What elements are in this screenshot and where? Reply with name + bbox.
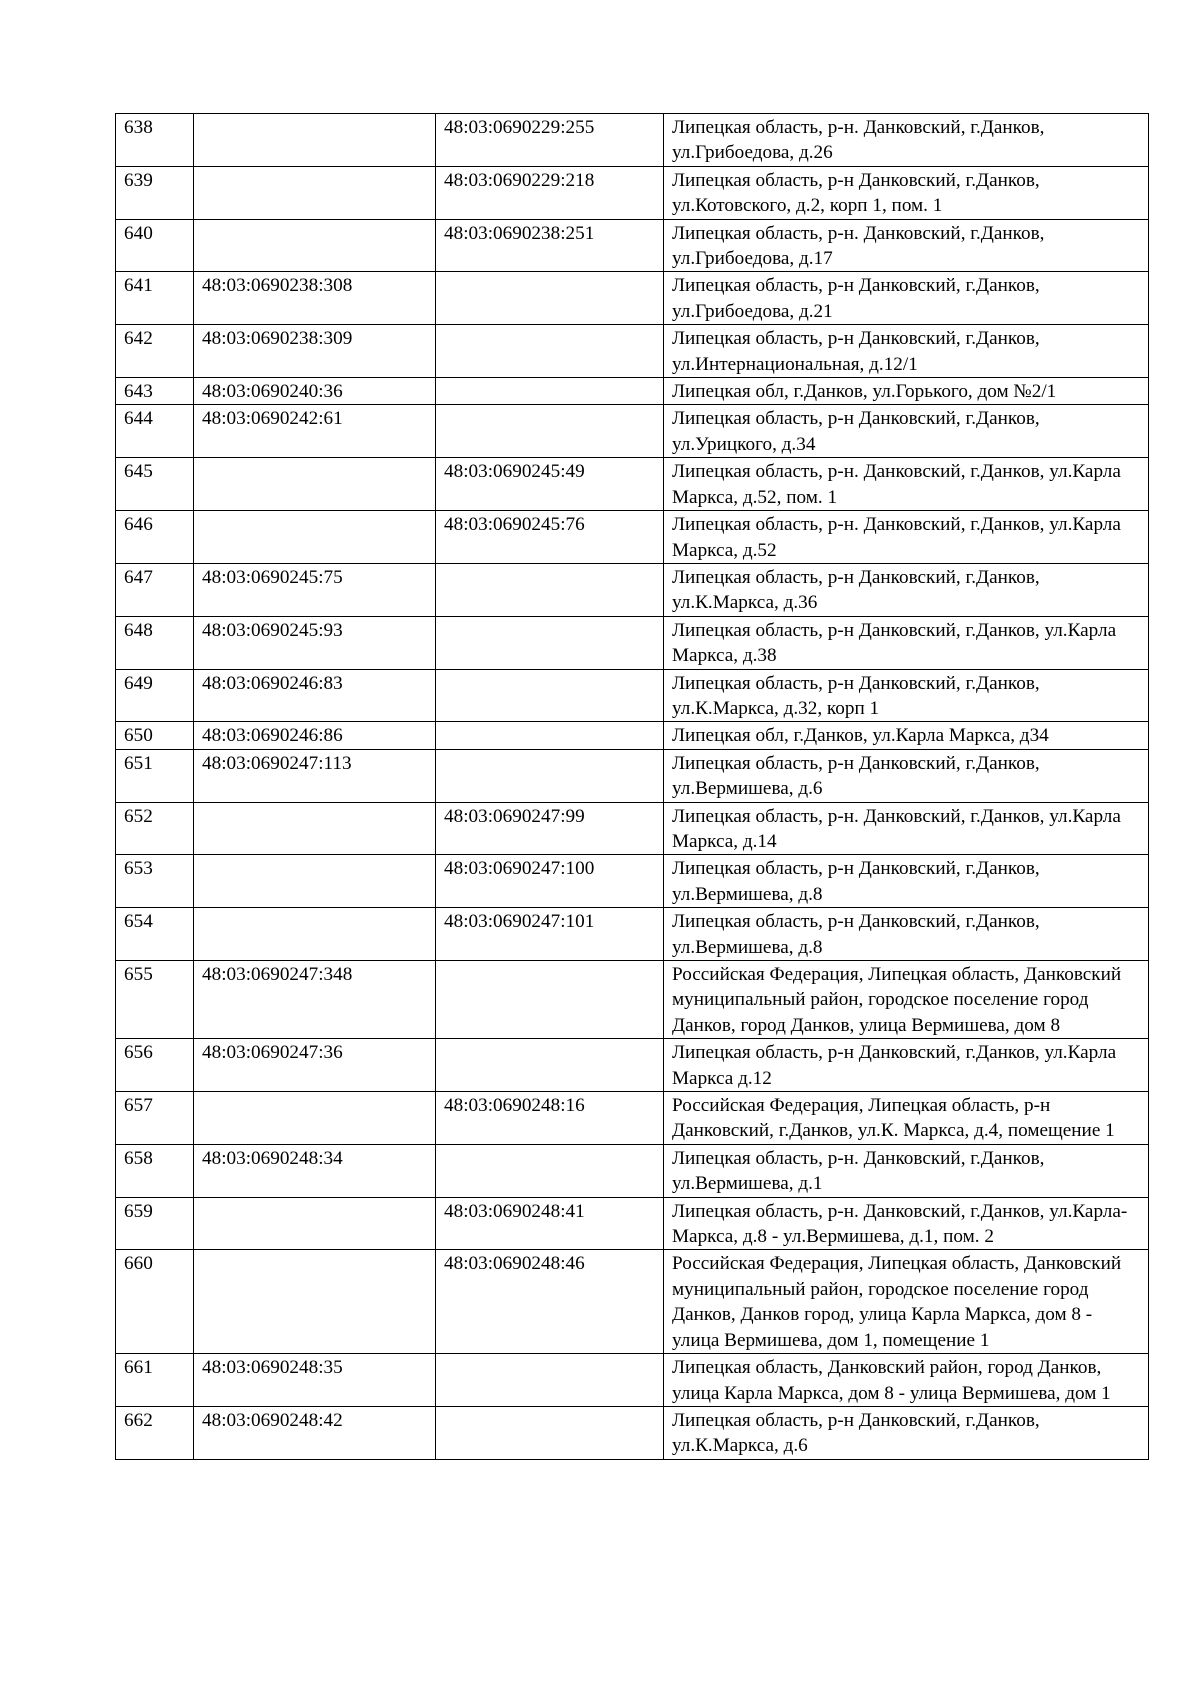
row-number-cell: 644 (116, 405, 194, 458)
table-row (116, 908, 1149, 961)
address-cell: Липецкая область, р-н. Данковский, г.Данков, ул.Карла Маркса, д.52 (664, 511, 1149, 564)
land-cadastral-number-cell (194, 1092, 436, 1145)
table-row (116, 511, 1149, 564)
land-cadastral-number-cell (194, 802, 436, 855)
building-cadastral-number-cell: 48:03:0690238:251 (436, 219, 664, 272)
building-cadastral-number-cell: 48:03:0690248:41 (436, 1197, 664, 1250)
row-number-cell: 657 (116, 1092, 194, 1145)
table-row (116, 669, 1149, 722)
building-cadastral-number-cell: 48:03:0690229:255 (436, 114, 664, 167)
table-row (116, 1144, 1149, 1197)
address-cell: Липецкая область, р-н Данковский, г.Данков, ул.Урицкого, д.34 (664, 405, 1149, 458)
land-cadastral-number-cell: 48:03:0690242:61 (194, 405, 436, 458)
building-cadastral-number-cell: 48:03:0690247:100 (436, 855, 664, 908)
row-number-cell: 645 (116, 458, 194, 511)
row-number-cell: 650 (116, 722, 194, 749)
address-cell: Липецкая область, р-н. Данковский, г.Данков, ул.Карла Маркса, д.52, пом. 1 (664, 458, 1149, 511)
building-cadastral-number-cell (436, 1039, 664, 1092)
row-number-cell: 642 (116, 325, 194, 378)
address-cell: Липецкая область, р-н Данковский, г.Данков, ул.Карла Маркса д.12 (664, 1039, 1149, 1092)
table-row (116, 1250, 1149, 1354)
land-cadastral-number-cell (194, 458, 436, 511)
building-cadastral-number-cell (436, 749, 664, 802)
table-row (116, 616, 1149, 669)
land-cadastral-number-cell (194, 1250, 436, 1354)
table-row (116, 405, 1149, 458)
row-number-cell: 660 (116, 1250, 194, 1354)
table-row (116, 1354, 1149, 1407)
building-cadastral-number-cell (436, 616, 664, 669)
address-cell: Липецкая область, Данковский район, город Данков, улица Карла Маркса, дом 8 - улица Вермишева, дом 1 (664, 1354, 1149, 1407)
row-number-cell: 659 (116, 1197, 194, 1250)
building-cadastral-number-cell (436, 961, 664, 1039)
building-cadastral-number-cell (436, 669, 664, 722)
table-row (116, 325, 1149, 378)
table-row (116, 166, 1149, 219)
address-cell: Липецкая область, р-н. Данковский, г.Данков, ул.Грибоедова, д.26 (664, 114, 1149, 167)
row-number-cell: 647 (116, 563, 194, 616)
land-cadastral-number-cell: 48:03:0690247:113 (194, 749, 436, 802)
building-cadastral-number-cell (436, 1144, 664, 1197)
land-cadastral-number-cell: 48:03:0690245:75 (194, 563, 436, 616)
row-number-cell: 648 (116, 616, 194, 669)
table-row (116, 749, 1149, 802)
registry-table-body (116, 114, 1149, 1460)
building-cadastral-number-cell (436, 1354, 664, 1407)
table-row (116, 272, 1149, 325)
table-row (116, 458, 1149, 511)
address-cell: Липецкая область, р-н Данковский, г.Данков, ул.Вермишева, д.6 (664, 749, 1149, 802)
row-number-cell: 653 (116, 855, 194, 908)
address-cell: Российская Федерация, Липецкая область, Данковский муниципальный район, городское поселение город Данков, Данков город, улица Карла Маркса, дом 8 - улица Вермишева, дом 1, помещение 1 (664, 1250, 1149, 1354)
building-cadastral-number-cell: 48:03:0690229:218 (436, 166, 664, 219)
row-number-cell: 639 (116, 166, 194, 219)
table-row (116, 378, 1149, 405)
table-row (116, 219, 1149, 272)
building-cadastral-number-cell (436, 378, 664, 405)
table-row (116, 1197, 1149, 1250)
registry-table (115, 113, 1149, 1460)
land-cadastral-number-cell: 48:03:0690248:34 (194, 1144, 436, 1197)
table-row (116, 855, 1149, 908)
address-cell: Липецкая обл, г.Данков, ул.Горького, дом №2/1 (664, 378, 1149, 405)
address-cell: Липецкая область, р-н. Данковский, г.Данков, ул.Грибоедова, д.17 (664, 219, 1149, 272)
row-number-cell: 654 (116, 908, 194, 961)
building-cadastral-number-cell (436, 325, 664, 378)
address-cell: Липецкая область, р-н Данковский, г.Данков, ул.К.Маркса, д.36 (664, 563, 1149, 616)
land-cadastral-number-cell (194, 114, 436, 167)
building-cadastral-number-cell: 48:03:0690245:49 (436, 458, 664, 511)
building-cadastral-number-cell: 48:03:0690248:46 (436, 1250, 664, 1354)
table-row (116, 1039, 1149, 1092)
building-cadastral-number-cell: 48:03:0690247:101 (436, 908, 664, 961)
row-number-cell: 641 (116, 272, 194, 325)
table-row (116, 1092, 1149, 1145)
row-number-cell: 655 (116, 961, 194, 1039)
row-number-cell: 649 (116, 669, 194, 722)
address-cell: Липецкая область, р-н. Данковский, г.Данков, ул.Карла-Маркса, д.8 - ул.Вермишева, д.1, пом. 2 (664, 1197, 1149, 1250)
building-cadastral-number-cell: 48:03:0690248:16 (436, 1092, 664, 1145)
land-cadastral-number-cell (194, 1197, 436, 1250)
building-cadastral-number-cell (436, 405, 664, 458)
building-cadastral-number-cell (436, 272, 664, 325)
land-cadastral-number-cell: 48:03:0690247:36 (194, 1039, 436, 1092)
address-cell: Липецкая область, р-н Данковский, г.Данков, ул.Вермишева, д.8 (664, 855, 1149, 908)
land-cadastral-number-cell: 48:03:0690240:36 (194, 378, 436, 405)
address-cell: Российская Федерация, Липецкая область, Данковский муниципальный район, городское поселение город Данков, город Данков, улица Вермишева, дом 8 (664, 961, 1149, 1039)
address-cell: Липецкая область, р-н. Данковский, г.Данков, ул.Карла Маркса, д.14 (664, 802, 1149, 855)
address-cell: Липецкая область, р-н Данковский, г.Данков, ул.Котовского, д.2, корп 1, пом. 1 (664, 166, 1149, 219)
row-number-cell: 638 (116, 114, 194, 167)
land-cadastral-number-cell: 48:03:0690246:83 (194, 669, 436, 722)
address-cell: Липецкая область, р-н. Данковский, г.Данков, ул.Вермишева, д.1 (664, 1144, 1149, 1197)
row-number-cell: 652 (116, 802, 194, 855)
address-cell: Липецкая область, р-н Данковский, г.Данков, ул.Грибоедова, д.21 (664, 272, 1149, 325)
land-cadastral-number-cell: 48:03:0690247:348 (194, 961, 436, 1039)
land-cadastral-number-cell: 48:03:0690245:93 (194, 616, 436, 669)
table-row (116, 961, 1149, 1039)
row-number-cell: 662 (116, 1406, 194, 1459)
land-cadastral-number-cell (194, 908, 436, 961)
address-cell: Липецкая область, р-н Данковский, г.Данков, ул.Карла Маркса, д.38 (664, 616, 1149, 669)
address-cell: Липецкая область, р-н Данковский, г.Данков, ул.К.Маркса, д.6 (664, 1406, 1149, 1459)
land-cadastral-number-cell (194, 219, 436, 272)
row-number-cell: 643 (116, 378, 194, 405)
table-row (116, 802, 1149, 855)
table-row (116, 563, 1149, 616)
land-cadastral-number-cell (194, 166, 436, 219)
row-number-cell: 661 (116, 1354, 194, 1407)
address-cell: Липецкая обл, г.Данков, ул.Карла Маркса, д34 (664, 722, 1149, 749)
building-cadastral-number-cell (436, 722, 664, 749)
row-number-cell: 651 (116, 749, 194, 802)
table-row (116, 1406, 1149, 1459)
land-cadastral-number-cell (194, 511, 436, 564)
land-cadastral-number-cell: 48:03:0690238:308 (194, 272, 436, 325)
land-cadastral-number-cell: 48:03:0690248:35 (194, 1354, 436, 1407)
address-cell: Липецкая область, р-н Данковский, г.Данков, ул.Вермишева, д.8 (664, 908, 1149, 961)
row-number-cell: 646 (116, 511, 194, 564)
land-cadastral-number-cell: 48:03:0690238:309 (194, 325, 436, 378)
building-cadastral-number-cell (436, 563, 664, 616)
row-number-cell: 656 (116, 1039, 194, 1092)
building-cadastral-number-cell: 48:03:0690245:76 (436, 511, 664, 564)
address-cell: Липецкая область, р-н Данковский, г.Данков, ул.К.Маркса, д.32, корп 1 (664, 669, 1149, 722)
row-number-cell: 658 (116, 1144, 194, 1197)
address-cell: Липецкая область, р-н Данковский, г.Данков, ул.Интернациональная, д.12/1 (664, 325, 1149, 378)
building-cadastral-number-cell: 48:03:0690247:99 (436, 802, 664, 855)
row-number-cell: 640 (116, 219, 194, 272)
building-cadastral-number-cell (436, 1406, 664, 1459)
land-cadastral-number-cell (194, 855, 436, 908)
address-cell: Российская Федерация, Липецкая область, р-н Данковский, г.Данков, ул.К. Маркса, д.4, помещение 1 (664, 1092, 1149, 1145)
land-cadastral-number-cell: 48:03:0690248:42 (194, 1406, 436, 1459)
table-row (116, 114, 1149, 167)
table-row (116, 722, 1149, 749)
land-cadastral-number-cell: 48:03:0690246:86 (194, 722, 436, 749)
